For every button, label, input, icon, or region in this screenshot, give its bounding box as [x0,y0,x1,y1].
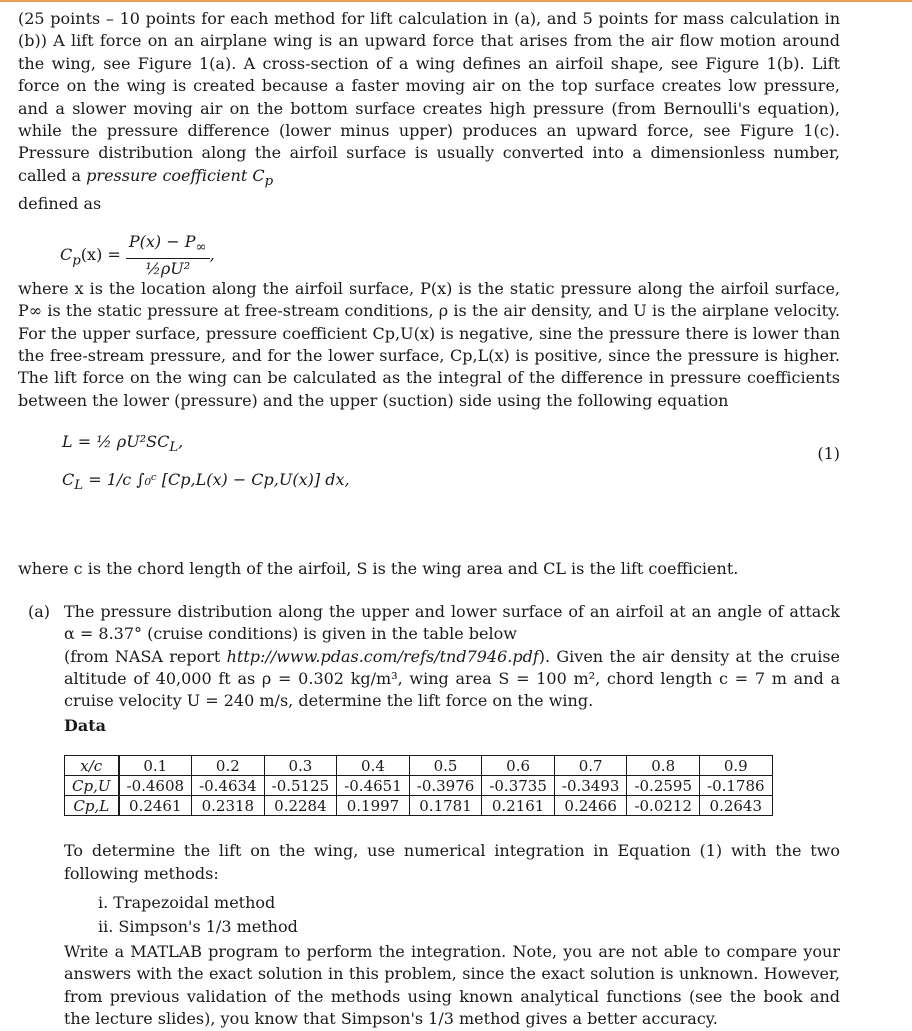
table-cell: 0.1 [119,756,192,776]
table-cell: -0.4651 [337,776,410,796]
table-cell: 0.2284 [264,796,337,816]
lift-eq-line2: C [62,470,75,490]
table-cell: 0.2461 [119,796,192,816]
table-cell: -0.3493 [554,776,627,796]
table-cell: -0.3976 [409,776,482,796]
method-trapezoidal: i. Trapezoidal method [98,892,276,912]
table-cell: 0.1997 [337,796,410,816]
table-row-header: x/c [65,756,119,776]
table-cell: 0.6 [482,756,555,776]
data-title: Data [64,715,106,735]
table-cell: 0.5 [409,756,482,776]
intro-paragraph [18,8,840,216]
table-cell: -0.4608 [119,776,192,796]
table-cell: 0.4 [337,756,410,776]
cp-numerator: P(x) − P [128,231,196,251]
cp-eq-lhs: C [60,244,73,264]
table-cell: -0.5125 [264,776,337,796]
methods-list [98,891,840,939]
pressure-table [64,755,773,816]
table-row [65,756,773,776]
table-row-header: Cp,U [65,776,119,796]
table-row [65,796,773,816]
pressure-coefficient-term: pressure coefficient $C_p$ [86,165,274,190]
table-cell: 0.2161 [482,796,555,816]
write-paragraph: Write a MATLAB program to perform the integration. Note, you are not able to compare your answers with the exact solution in this problem, since the exact solution is unknown. However, from previous validation of the methods using known analytical functions (see the book and the lecture slides), you know that Simpson's 1/3 method gives a better accuracy. [64,941,840,1029]
table-cell: 0.7 [554,756,627,776]
table-cell: 0.1781 [409,796,482,816]
intro-text: (25 points – 10 points for each method for lift calculation in (a), and 5 points for mass calculation in (b)) A lift force on an airplane wing is an upward force that arises from the air flow motion around the wing, see Figure 1(a). A cross-section of a wing defines an airfoil shape, see Figure 1(b). Lift force on the wing is created because a faster moving air on the top surface creates low pressure, and a slower moving air on the bottom surface creates high pressure (from Bernoulli's equation), while the pressure difference (lower minus upper) produces an upward force, see Figure 1(c). Pressure distribution along the airfoil surface is usually converted into a dimensionless number, called a [18,9,840,185]
table-cell: 0.9 [700,756,773,776]
method-simpson: ii. Simpson's 1/3 method [98,916,298,936]
table-cell: 0.2643 [700,796,773,816]
table-cell: -0.0212 [627,796,700,816]
top-accent-rule [0,0,912,2]
table-cell: 0.8 [627,756,700,776]
task-paragraph: To determine the lift on the wing, use numerical integration in Equation (1) with the two following methods: [64,841,840,883]
table-row-header: Cp,L [65,796,119,816]
cp-denominator: ½ρU² [145,259,191,279]
part-a-text: (a) The pressure distribution along the upper and lower surface of an airfoil at an angle of attack α = 8.37° (cruise conditions) is given in the table below (from NASA report http://www.pdas.com/refs/tnd7946.pdf). Given the air density at the cruise altitude of 40,000 ft as ρ = 0.302 kg/m³, wing area S = 100 m², chord length c = 7 m and a cruise velocity U = 240 m/s, determine the lift force on the wing. [28,601,841,711]
chord-paragraph: where c is the chord length of the airfoil, S is the wing area and CL is the lift coefficient. [18,559,739,579]
table-cell: -0.3735 [482,776,555,796]
table-row [65,776,773,796]
part-a [28,601,840,737]
table-cell: 0.3 [264,756,337,776]
table-cell: 0.2 [192,756,265,776]
cp-equation: $C_p(x)$ = $\frac{P(x) - P_\infty}{\text{½ρU²}}$ , [60,231,215,279]
nasa-report-link[interactable]: http://www.pdas.com/refs/tnd7946.pdf [226,646,539,666]
equation-number: (1) [817,444,840,464]
table-cell: 0.2318 [192,796,265,816]
part-a-label: (a) [28,601,51,621]
table-cell: -0.4634 [192,776,265,796]
lift-eq-line1: L = ½ ρU²SC [62,432,170,452]
lift-equation: L = ½ $\rho U^2SC_L$, $C_L = 1/c$ ∫₀ᶜ [Cp,L(x) − Cp,U(x)] dx, (1) [62,432,840,494]
table-cell: -0.1786 [700,776,773,796]
problem-page [18,8,840,1031]
where-paragraph: where x is the location along the airfoil surface, P(x) is the static pressure along the airfoil surface, P∞ is the static pressure at free-stream conditions, ρ is the air density, and U is the airplane velocity. For the upper surface, pressure coefficient Cp,U(x) is negative, sine the pressure there is lower than the free-stream pressure, and for the lower surface, Cp,L(x) is positive, since the pressure is higher. The lift force on the wing can be calculated as the integral of the difference in pressure coefficients between the lower (pressure) and the upper (suction) side using the following equation [18,278,840,410]
part-a-text1: The pressure distribution along the upper and lower surface of an airfoil at an angle of attack α = 8.37° (cruise conditions) is given in the table below [64,601,840,644]
defined-as-text: defined as [18,194,102,214]
table-cell: -0.2595 [627,776,700,796]
table-cell: 0.2466 [554,796,627,816]
cp-fraction: $\frac{P(x) - P_\infty}{\text{½ρU²}}$ [126,232,210,279]
